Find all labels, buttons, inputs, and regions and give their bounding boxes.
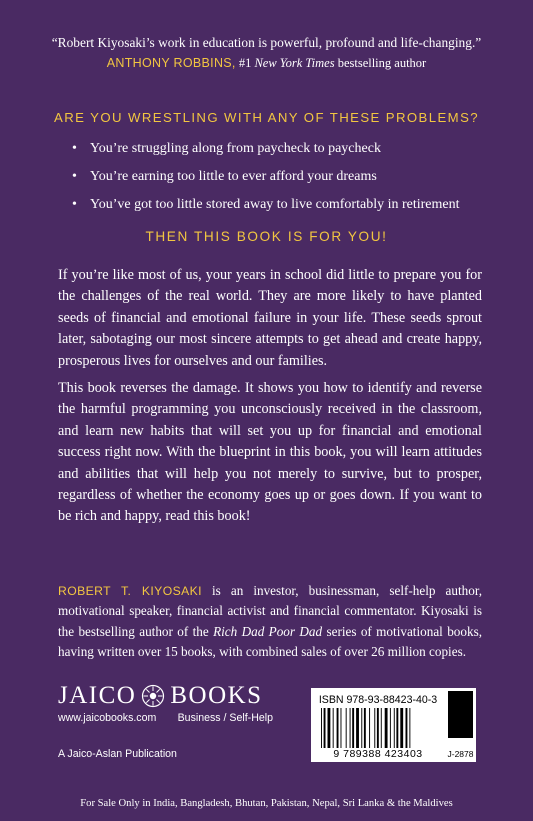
imprint-line: A Jaico-Aslan Publication — [58, 748, 177, 760]
publisher-info-row — [58, 712, 273, 724]
price-code-box — [445, 688, 476, 762]
then-line: THEN THIS BOOK IS FOR YOU! — [145, 229, 388, 244]
endorsement-quote — [0, 34, 533, 52]
logo-right-text: BOOKS — [170, 682, 263, 709]
barcode-bars — [321, 708, 437, 748]
publisher-block — [58, 682, 273, 724]
bullet-marker: • — [72, 141, 77, 156]
barcode-digits: 9 789388 423403 — [333, 748, 423, 760]
body-paragraph: This book reverses the damage. It shows you how to identify and reverse the harmful programming you unconsciously received in the classroom, and learn new habits that will set you up for financial and emotional success right now. With the blueprint in this book, you will learn attitudes and abilities that will help you not merely to survive, but to prosper, regardless of whether the economy goes up or goes down. If you want to be rich and happy, read this book! — [58, 380, 482, 525]
problem-text: You’ve got too little stored away to live comfortably in retirement — [90, 197, 460, 212]
problem-item — [72, 168, 492, 196]
publisher-website: www.jaicobooks.com — [58, 712, 157, 724]
problem-text: You’re struggling along from paycheck to paycheck — [90, 141, 381, 156]
bullet-marker: • — [72, 169, 77, 184]
bullet-marker: • — [72, 197, 77, 212]
logo-left-text: JAICO — [58, 682, 137, 709]
sale-territory-note: For Sale Only in India, Bangladesh, Bhutan, Pakistan, Nepal, Sri Lanka & the Maldives — [80, 798, 453, 809]
problem-item — [72, 196, 492, 224]
quote-author: ANTHONY ROBBINS, — [106, 56, 236, 70]
series-title: Rich Dad Poor Dad — [213, 623, 323, 639]
problems-heading: ARE YOU WRESTLING WITH ANY OF THESE PROBLEMS? — [54, 110, 479, 125]
problems-list — [72, 140, 492, 224]
book-category: Business / Self-Help — [177, 712, 273, 724]
isbn-number: ISBN 978-93-88423-40-3 — [318, 694, 438, 706]
sunburst-icon — [141, 684, 165, 708]
price-block — [448, 691, 473, 738]
attribution-publication: New York Times — [254, 56, 335, 70]
author-bio — [58, 581, 482, 663]
attribution-post: bestselling author — [334, 56, 427, 70]
attribution-pre: #1 — [235, 56, 255, 70]
quote-attribution — [0, 56, 533, 71]
author-bio-text: is an investor, businessman, self-help author, motivational speaker, financial activist and financial commentator. Kiyosaki is the bestselling author of the — [58, 583, 482, 639]
isbn-barcode — [311, 688, 445, 762]
body-paragraph: If you’re like most of us, your years in school did little to prepare you for the challenges of the real world. They are more likely to have planted seeds of financial and emotional failure in your life. These seeds sprout later, sabotaging our most sincere attempts to get ahead and create happy, prosperous lives for ourselves and our families. — [58, 267, 482, 369]
problem-item — [72, 140, 492, 168]
price-code: J-2878 — [447, 749, 474, 759]
author-bio-text-end: series of motivational books, having written over 15 books, with combined sales of over 26 million copies. — [58, 623, 482, 660]
problem-text: You’re earning too little to ever afford your dreams — [90, 169, 377, 184]
quote-text: “Robert Kiyosaki’s work in education is powerful, profound and life-changing.” — [51, 35, 482, 50]
publisher-logo — [58, 682, 268, 710]
author-name: ROBERT T. KIYOSAKI — [58, 584, 202, 598]
